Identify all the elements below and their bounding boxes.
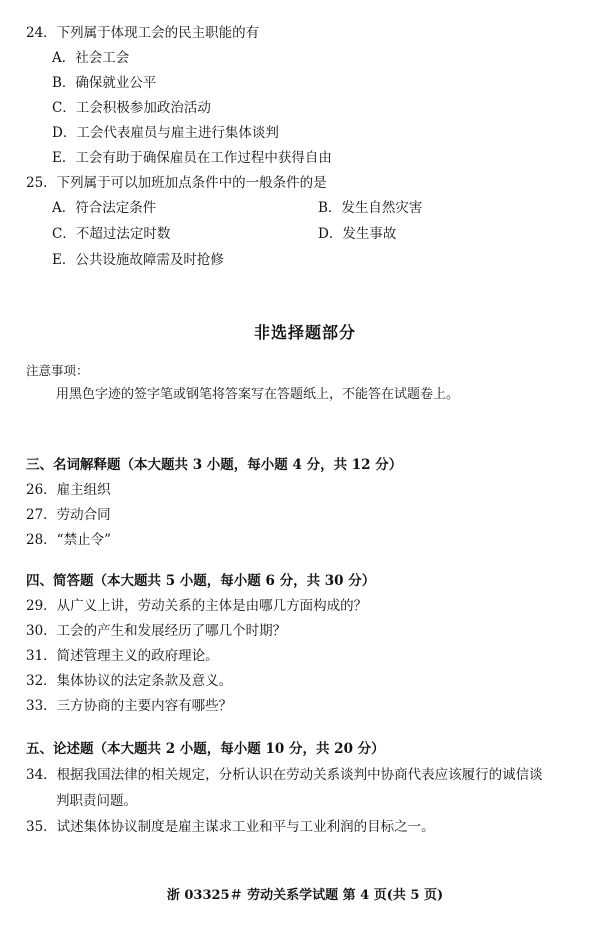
question-24-option-d: D．工会代表雇员与雇主进行集体谈判 [52, 125, 279, 141]
section-3-heading: 三、名词解释题（本大题共 3 小题，每小题 4 分，共 12 分） [26, 457, 403, 473]
section-4-heading: 四、简答题（本大题共 5 小题，每小题 6 分，共 30 分） [26, 573, 376, 589]
question-35: 35．试述集体协议制度是雇主谋求工业和平与工业利润的目标之一。 [26, 819, 435, 835]
question-25-stem: 25．下列属于可以加班加点条件中的一般条件的是 [26, 175, 327, 191]
question-33: 33．三方协商的主要内容有哪些？ [26, 698, 233, 714]
question-25-option-b: B．发生自然灾害 [318, 200, 423, 216]
question-24-option-b: B．确保就业公平 [52, 75, 157, 91]
question-25-option-a: A．符合法定条件 [52, 200, 157, 216]
question-30: 30．工会的产生和发展经历了哪几个时期？ [26, 623, 287, 639]
question-26: 26．雇主组织 [26, 482, 111, 498]
page-footer: 浙 03325＃ 劳动关系学试题 第 4 页(共 5 页) [166, 888, 444, 903]
section-title-non-choice: 非选择题部分 [253, 323, 356, 342]
question-25-option-c: C．不超过法定时数 [52, 226, 171, 242]
section-5-heading: 五、论述题（本大题共 2 小题，每小题 10 分，共 20 分） [26, 741, 385, 757]
question-24-stem: 24．下列属于体现工会的民主职能的有 [26, 25, 260, 41]
notice-text: 用黑色字迹的签字笔或钢笔将答案写在答题纸上，不能答在试题卷上。 [56, 387, 460, 402]
question-25-option-d: D．发生事故 [318, 226, 397, 242]
question-28: 28．“禁止令” [26, 532, 111, 548]
question-32: 32．集体协议的法定条款及意义。 [26, 673, 233, 689]
question-29: 29．从广义上讲，劳动关系的主体是由哪几方面构成的？ [26, 598, 368, 614]
notice-label: 注意事项： [26, 363, 89, 378]
question-31: 31．简述管理主义的政府理论。 [26, 648, 219, 664]
question-27: 27．劳动合同 [26, 507, 111, 523]
question-25-option-e: E．公共设施故障需及时抢修 [52, 252, 224, 268]
question-34-line-1: 34．根据我国法律的相关规定，分析认识在劳动关系谈判中协商代表应该履行的诚信谈 [26, 767, 543, 783]
question-24-option-c: C．工会积极参加政治活动 [52, 100, 211, 116]
question-34-line-2: 判职责问题。 [56, 793, 137, 809]
question-24-option-a: A．社会工会 [52, 50, 130, 66]
question-24-option-e: E．工会有助于确保雇员在工作过程中获得自由 [52, 150, 332, 166]
